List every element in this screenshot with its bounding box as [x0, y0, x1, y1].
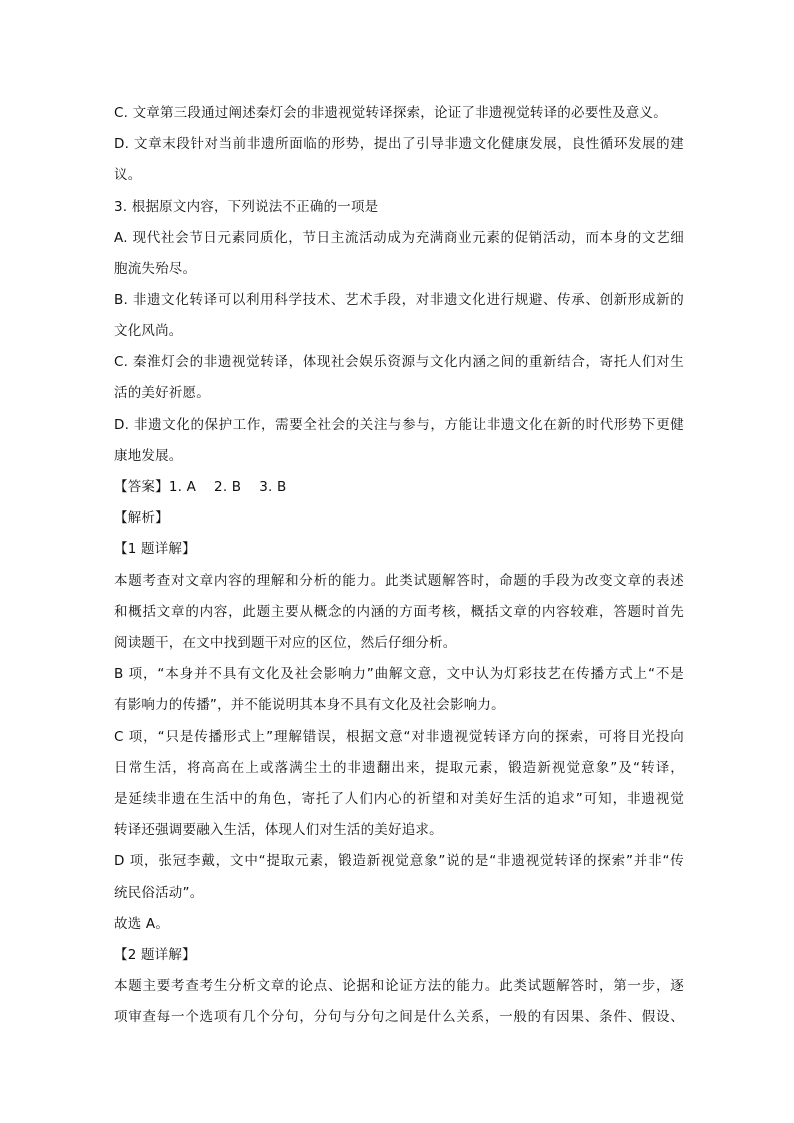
option-c-q2: C. 文章第三段通过阐述秦灯会的非遗视觉转译探索，论证了非遗视觉转译的必要性及意义。 — [114, 105, 667, 121]
q1-conclusion: 故选 A。 — [114, 916, 170, 932]
option-d-q3-cont: 康地发展。 — [114, 448, 183, 464]
q1-analysis-p2: 和概括文章的内容，此题主要从概念的内涵的方面考核，概括文章的内容较难，答题时首先 — [114, 604, 684, 620]
analysis-heading: 【解析】 — [114, 510, 169, 526]
q2-detail-heading: 【2 题详解】 — [114, 947, 196, 963]
q1-detail-heading: 【1 题详解】 — [114, 541, 196, 557]
q2-analysis-p2: 项审查每一个选项有几个分句，分句与分句之间是什么关系，一般的有因果、条件、假设、 — [114, 1009, 684, 1025]
question-3: 3. 根据原文内容，下列说法不正确的一项是 — [114, 199, 379, 215]
option-d-q3: D. 非遗文化的保护工作，需要全社会的关注与参与，方能让非遗文化在新的时代形势下更健 — [114, 417, 684, 433]
option-d-q2: D. 文章末段针对当前非遗所面临的形势，提出了引导非遗文化健康发展，良性循环发展的建 — [114, 136, 684, 152]
answer-2: 2. B — [214, 479, 242, 495]
option-c-q3: C. 秦淮灯会的非遗视觉转译，体现社会娱乐资源与文化内涵之间的重新结合，寄托人们对生 — [114, 354, 684, 370]
option-b-q3: B. 非遗文化转译可以利用科学技术、艺术手段，对非遗文化进行规避、传承、创新形成新的 — [114, 292, 684, 308]
option-c-q3-cont: 活的美好祈愿。 — [114, 385, 210, 401]
q1-option-c-note: C 项，“只是传播形式上”理解错误，根据文意“对非遗视觉转译方向的探索，可将目光投向 — [114, 729, 684, 745]
option-a-q3: A. 现代社会节日元素同质化，节日主流活动成为充满商业元素的促销活动，而本身的文艺细 — [114, 230, 684, 246]
answer-label: 【答案】 — [114, 479, 169, 495]
q1-option-d-note-cont: 统民俗活动”。 — [114, 885, 204, 901]
answer-1: 1. A — [168, 479, 197, 495]
option-b-q3-cont: 文化风尚。 — [114, 323, 183, 339]
q1-option-c-note-2: 日常生活，将高高在上或落满尘土的非遗翻出来，提取元素，锻造新视觉意象”及“转译， — [114, 760, 684, 776]
q1-option-b-note: B 项，“本身并不具有文化及社会影响力”曲解文意，文中认为灯彩技艺在传播方式上“不是 — [114, 666, 684, 682]
q1-analysis-p1: 本题考查对文章内容的理解和分析的能力。此类试题解答时，命题的手段为改变文章的表述 — [114, 573, 684, 589]
q1-option-b-note-cont: 有影响力的传播”，并不能说明其本身不具有文化及社会影响力。 — [114, 697, 505, 713]
q1-option-d-note: D 项，张冠李戴，文中“提取元素，锻造新视觉意象”说的是“非遗视觉转译的探索”并非“传 — [114, 853, 684, 869]
q1-option-c-note-4: 转译还强调要融入生活，体现人们对生活的美好追求。 — [114, 822, 443, 838]
option-a-q3-cont: 胞流失殆尽。 — [114, 261, 197, 277]
answer-3: 3. B — [259, 479, 287, 495]
q2-analysis-p1: 本题主要考查考生分析文章的论点、论据和论证方法的能力。此类试题解答时，第一步，逐 — [114, 978, 684, 994]
option-d-q2-cont: 议。 — [114, 167, 142, 183]
answer-line — [114, 477, 684, 497]
q1-option-c-note-3: 是延续非遗在生活中的角色，寄托了人们内心的祈望和对美好生活的追求”可知，非遗视觉 — [114, 791, 684, 807]
q1-analysis-p3: 阅读题干，在文中找到题干对应的区位，然后仔细分析。 — [114, 635, 457, 651]
